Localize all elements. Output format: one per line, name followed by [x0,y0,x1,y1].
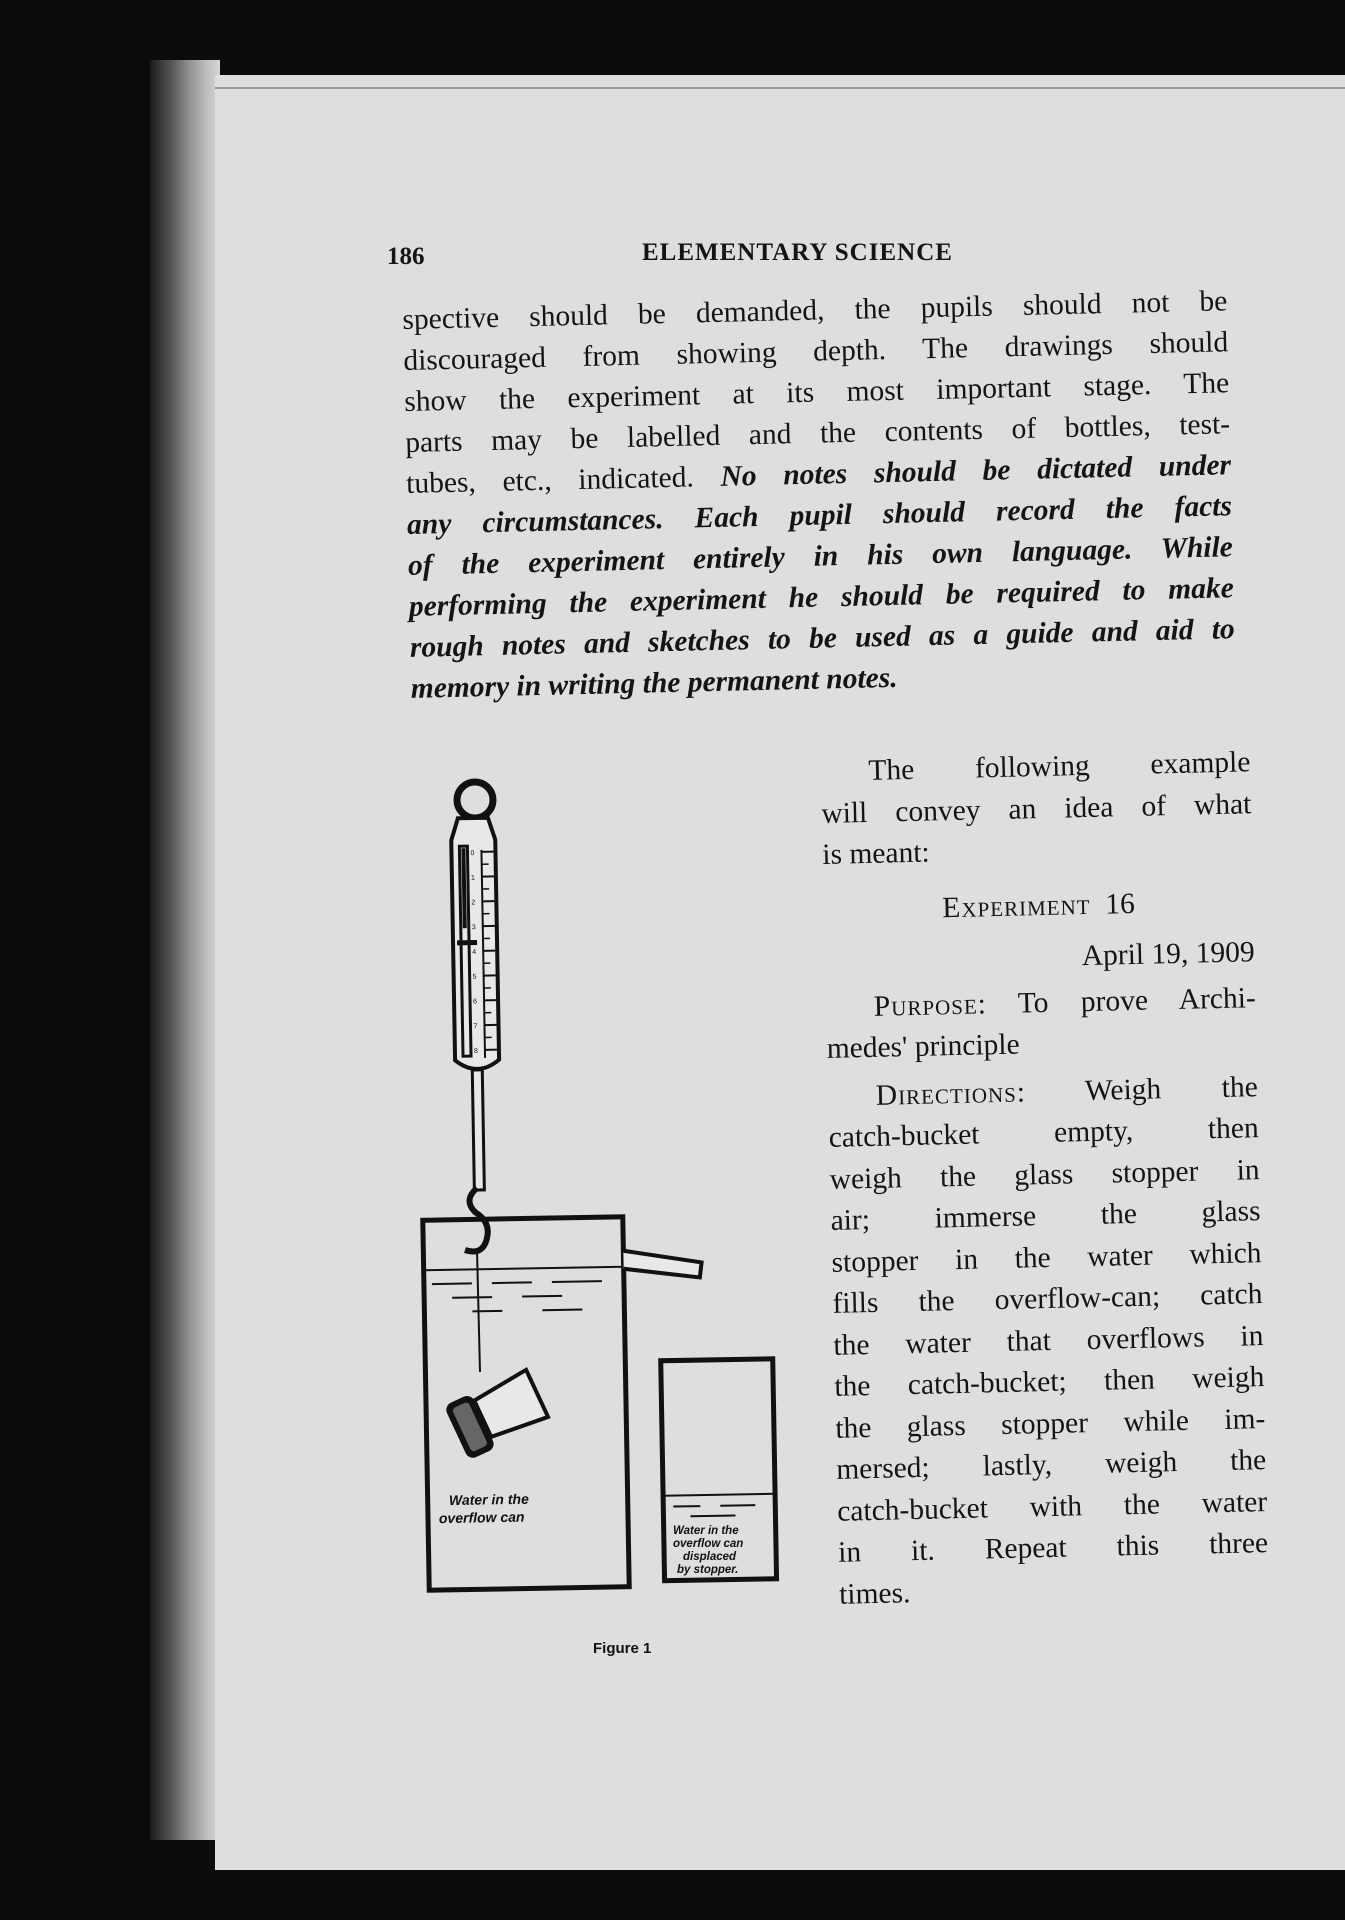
purpose-label: Purpose [873,987,979,1023]
paragraph-line-italic: performing the experiment he should be required to make [408,572,1235,623]
directions-line: air; immerse the glass [830,1195,1261,1237]
spring-balance-ring [457,782,493,818]
directions-line: weigh the glass stopper in [829,1153,1260,1196]
bucket-label: overflow can [673,1538,744,1550]
overflow-can-label: overflow can [438,1508,525,1527]
page-top-rule [215,87,1345,89]
glass-stopper [444,1368,551,1460]
paragraph-line-italic: memory in writing the permanent notes. [410,661,898,705]
scale-tick-label: 3 [471,924,476,932]
directions-line: mersed; lastly, weigh the [835,1444,1267,1486]
figure-caption: Figure 1 [593,1640,652,1657]
scale-tick-label: 1 [470,874,475,882]
paragraph-line-italic: No notes should be dictated under [720,449,1232,493]
directions-line: catch-bucket with the water [836,1485,1268,1528]
running-head: ELEMENTARY SCIENCE [642,239,953,266]
directions-line: the glass stopper while im- [834,1402,1266,1445]
spring-balance [451,818,501,1191]
experiment-heading-label: Experiment [941,888,1091,924]
bucket-label: by stopper. [677,1564,739,1576]
paragraph-line: parts may be labelled and the contents of bottles, test- [404,408,1231,459]
experiment-column [820,742,1269,1616]
paragraph-line: discouraged from showing depth. The drawings should [403,326,1229,377]
paragraph-line-italic: rough notes and sketches to be used as a guide and aid to [409,613,1236,664]
experiment-number: 16 [1104,887,1136,921]
directions-line: catch-bucket empty, then [828,1112,1260,1154]
directions-line: the catch-bucket; then weigh [834,1361,1265,1403]
purpose-line: medes' principle [826,1028,1020,1065]
scale-tick-label: 2 [471,899,476,907]
body-paragraph [402,281,1236,710]
book-binding [150,60,220,1840]
intro-line: is meant: [821,836,931,871]
directions-line: fills the overflow-can; catch [832,1278,1263,1320]
scale-tick-label: 5 [472,973,477,981]
directions-label: Directions [875,1076,1018,1112]
experiment-heading [823,881,1254,932]
scale-tick-label: 6 [473,998,478,1006]
intro-line: will convey an idea of what [821,787,1252,830]
scan-bottom-border [0,1870,1345,1920]
paragraph-line: show the experiment at its most important stage. The [403,367,1230,418]
scale-tick-label: 0 [470,849,475,858]
scale-tick-label: 7 [473,1023,478,1031]
experiment-date: April 19, 1909 [1081,936,1256,973]
figure-archimedes-apparatus [405,760,805,1660]
purpose-text: : To prove Archi- [977,981,1257,1020]
directions-line: the water that overflows in [833,1319,1264,1362]
directions-text: : Weigh the [1016,1070,1259,1109]
page-number: 186 [387,243,425,270]
bucket-label: displaced [683,1551,737,1563]
overflow-can-label: Water in the [448,1490,529,1509]
directions-line: times. [838,1576,911,1611]
bucket-label: Water in the [673,1525,739,1537]
paragraph-line-italic: any circumstances. Each pupil should record the facts [406,490,1233,541]
paragraph-line-roman: tubes, etc., indicated. [405,460,721,500]
paragraph-line: spective should be demanded, the pupils should not be [402,285,1228,336]
paragraph-line-italic: of the experiment entirely in his own language. While [407,531,1234,582]
directions-line: stopper in the water which [831,1236,1262,1279]
scale-tick-label: 4 [472,948,477,957]
intro-line: The following example [868,746,1251,787]
directions-line: in it. Repeat this three [837,1527,1269,1569]
scale-tick-label: 8 [473,1047,478,1056]
